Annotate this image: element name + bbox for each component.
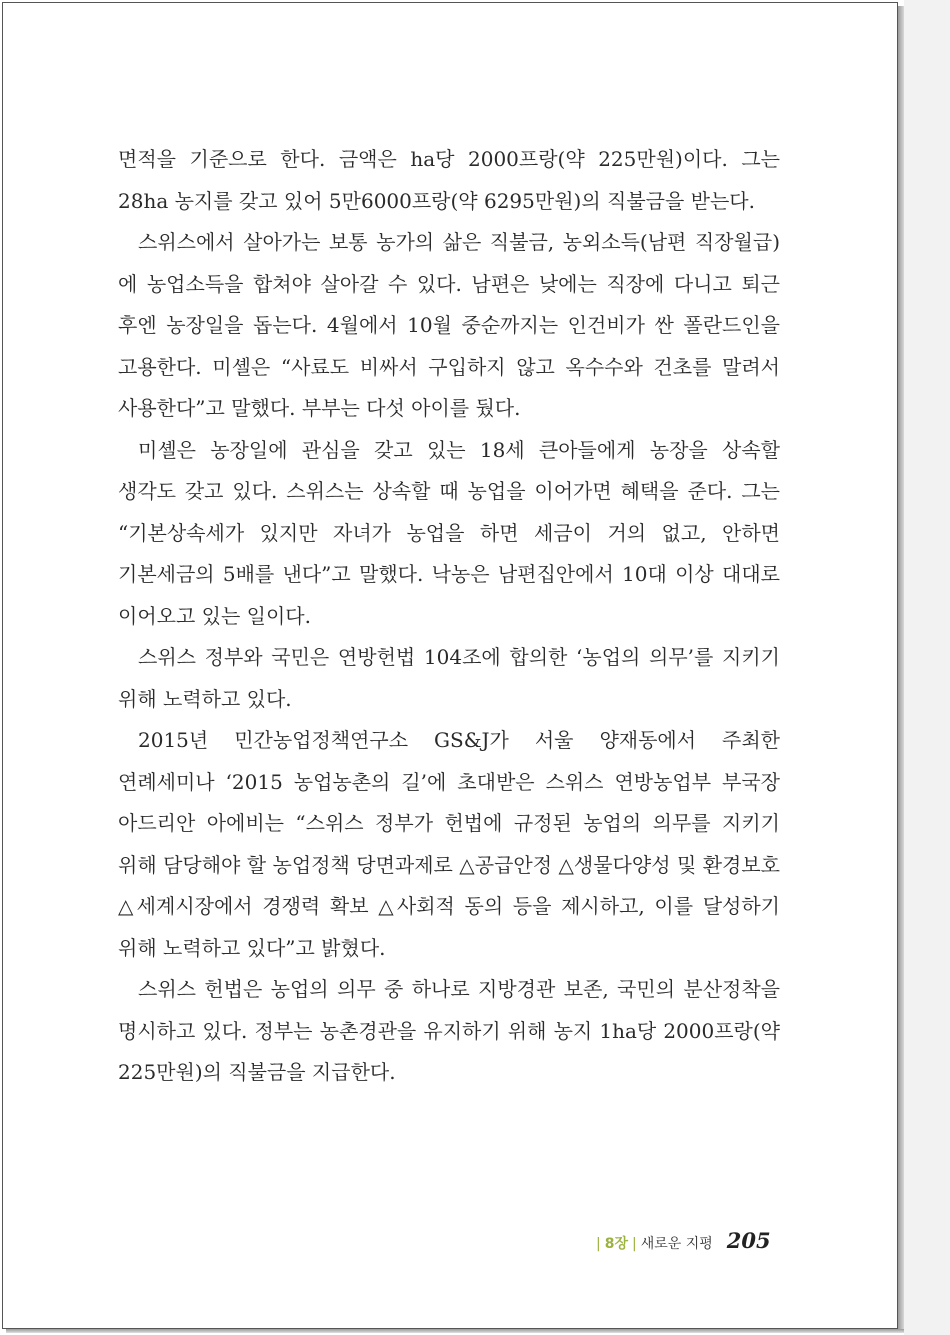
chapter-title: 새로운 지평 [640, 1236, 713, 1252]
paragraph-5: 2015년 민간농업정책연구소 GS&J가 서울 양재동에서 주최한 연례세미나 ‘2015 농업농촌의 길’에 초대받은 스위스 연방농업부 부국장 아드리안 아에비는 “스위스 정부가 헌법에 규정된 농업의 의무를 지키기 위해 담당해야 할 농업정책 당면과제로 △공급안정 △생물다양성 및 환경보호 △세계시장에서 경쟁력 확보 △사회적 동의 등을 제시하고, 이를 달성하기 위해 노력하고 있다”고 밝혔다. [118, 728, 780, 960]
page-shadow-bottom [6, 1329, 904, 1333]
footer-separator-right: | [631, 1236, 637, 1252]
page-number: 205 [726, 1228, 771, 1253]
paragraph-4: 스위스 정부와 국민은 연방헌법 104조에 합의한 ‘농업의 의무’를 지키기 위해 노력하고 있다. [118, 645, 780, 711]
page-footer [592, 1228, 771, 1258]
paragraph-2: 스위스에서 살아가는 보통 농가의 삶은 직불금, 농외소득(남편 직장월급)에 농업소득을 합쳐야 살아갈 수 있다. 남편은 낮에는 직장에 다니고 퇴근 후엔 농장일을 돕는다. 4월에서 10월 중순까지는 인건비가 싼 폴란드인을 고용한다. 미셸은 “사료도 비싸서 구입하지 않고 옥수수와 건초를 말려서 사용한다”고 말했다. 부부는 다섯 아이를 뒀다. [118, 230, 780, 420]
page-shadow-right [898, 6, 904, 1333]
paragraph-6: 스위스 헌법은 농업의 의무 중 하나로 지방경관 보존, 국민의 분산정착을 명시하고 있다. 정부는 농촌경관을 유지하기 위해 농지 1ha당 2000프랑(약 225만원)의 직불금을 지급한다. [118, 977, 780, 1084]
footer-separator-left: | [596, 1236, 601, 1252]
paragraph-3: 미셸은 농장일에 관심을 갖고 있는 18세 큰아들에게 농장을 상속할 생각도 갖고 있다. 스위스는 상속할 때 농업을 이어가면 혜택을 준다. 그는 “기본상속세가 있지만 자녀가 농업을 하면 세금이 거의 없고, 안하면 기본세금의 5배를 낸다”고 말했다. 낙농은 남편집안에서 10대 이상 대대로 이어오고 있는 일이다. [118, 437, 780, 628]
paragraph-1: 면적을 기준으로 한다. 금액은 ha당 2000프랑(약 225만원)이다. 그는 28ha 농지를 갖고 있어 5만6000프랑(약 6295만원)의 직불금을 받는다. [118, 147, 780, 213]
chapter-label: 8장 [604, 1236, 628, 1252]
body-text [118, 139, 780, 1094]
page-background [904, 0, 950, 1335]
